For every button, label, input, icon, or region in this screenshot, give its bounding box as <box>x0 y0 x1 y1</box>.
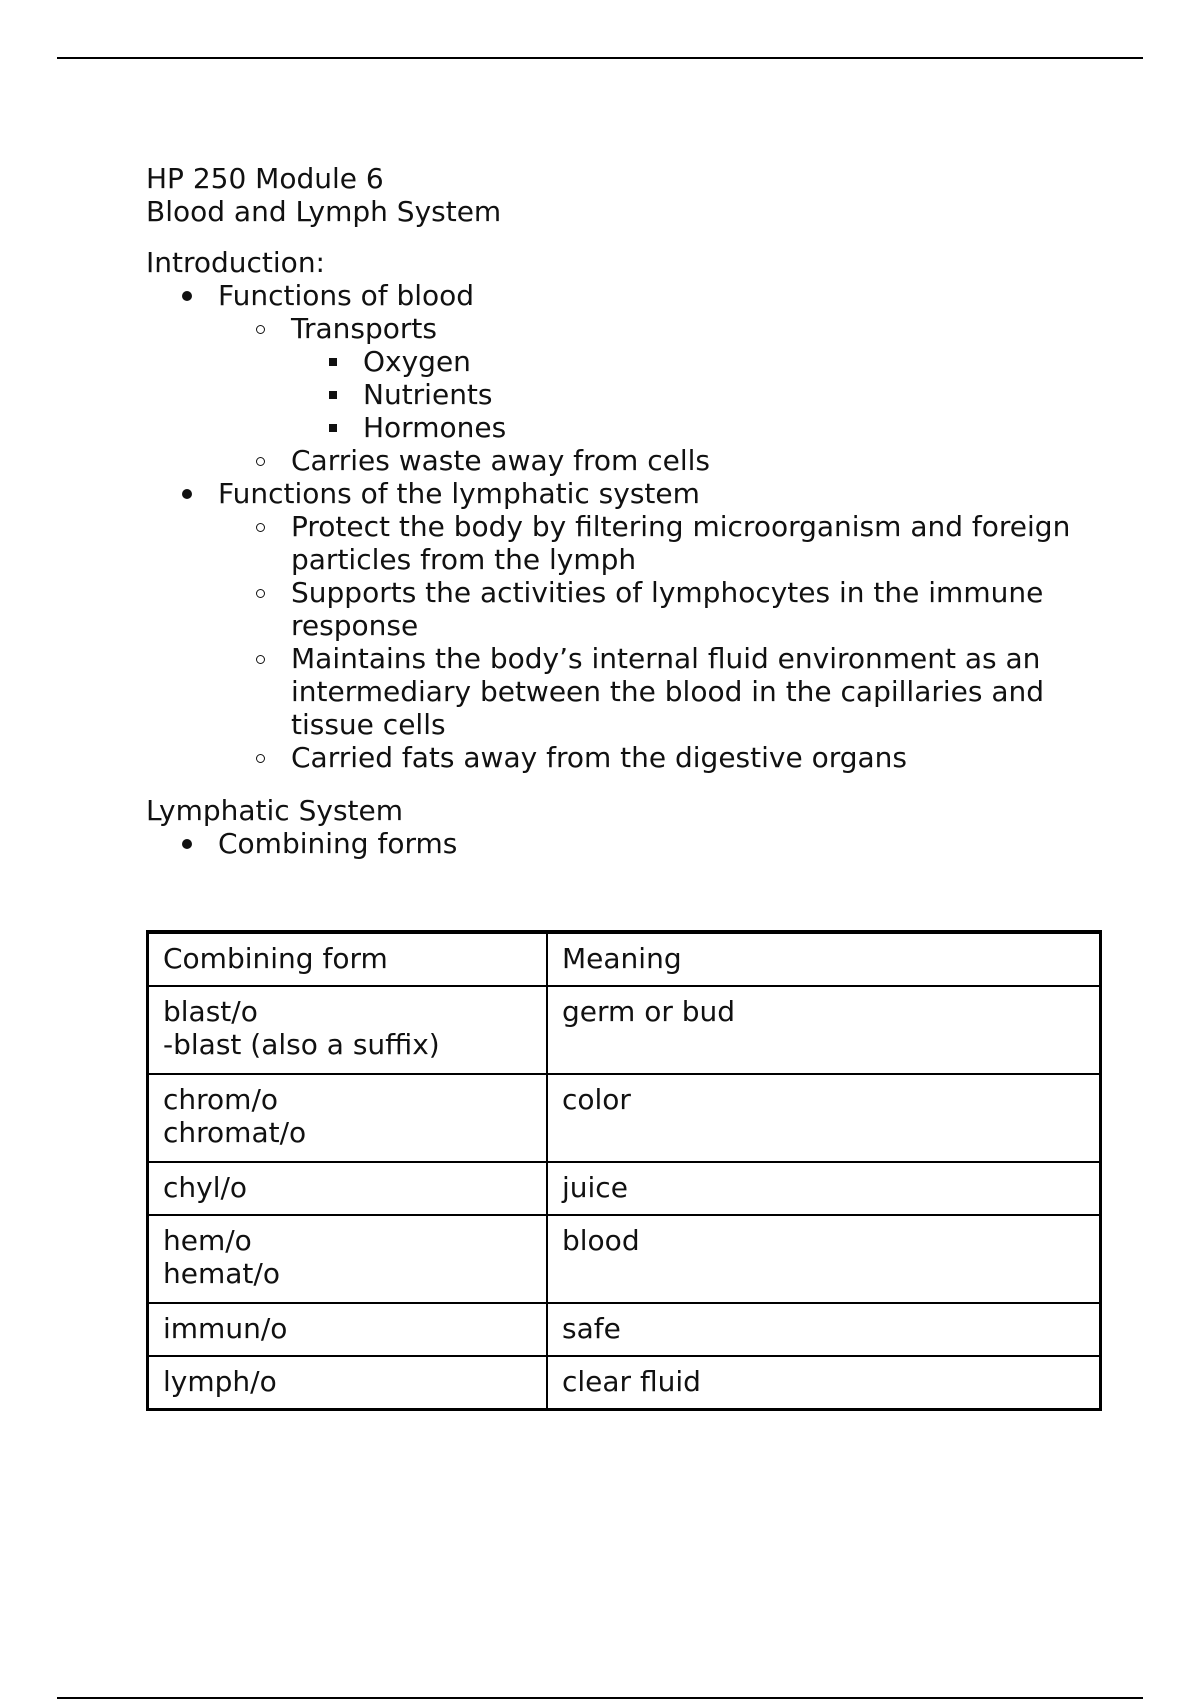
bullet-disc-icon <box>182 839 192 849</box>
combining-form: lymph/o <box>163 1365 277 1398</box>
bottom-rule <box>57 1697 1143 1699</box>
combining-form: chyl/o <box>163 1171 248 1204</box>
table-row <box>148 1215 1101 1303</box>
course-title: HP 250 Module 6 <box>146 162 384 195</box>
list-item <box>146 279 1126 312</box>
meaning-cell: color <box>547 1074 1101 1162</box>
bullet-circle-icon <box>256 589 265 598</box>
bullet-square-icon <box>329 391 337 399</box>
list-item-text: Carried fats away from the digestive organs <box>291 741 908 774</box>
bullet-circle-icon <box>256 655 265 664</box>
combining-form: chrom/o <box>163 1083 279 1116</box>
table-row <box>148 986 1101 1074</box>
meaning-cell: blood <box>547 1215 1101 1303</box>
list-item <box>146 345 1126 378</box>
spacer <box>146 228 1126 246</box>
list-item <box>146 378 1126 411</box>
table-header-cell: Combining form <box>148 932 548 986</box>
combining-form-cell <box>148 1356 548 1410</box>
list-item <box>146 312 1126 345</box>
table-row <box>148 1303 1101 1356</box>
list-item-text: Supports the activities of lymphocytes in the immune response <box>291 576 1044 642</box>
lymphatic-system-heading: Lymphatic System <box>146 794 404 827</box>
combining-form: blast/o <box>163 995 258 1028</box>
list-item-text: Maintains the body’s internal fluid environment as an intermediary between the blood in the capillaries and tissue cells <box>291 642 1045 741</box>
top-rule <box>57 57 1143 59</box>
lymphatic-system-list <box>146 827 1126 860</box>
bullet-square-icon <box>329 424 337 432</box>
document-body <box>146 162 1126 860</box>
list-item-text: Combining forms <box>218 827 458 860</box>
list-item-text: Protect the body by filtering microorganism and foreign particles from the lymph <box>291 510 1071 576</box>
table-header-cell: Meaning <box>547 932 1101 986</box>
meaning-cell: germ or bud <box>547 986 1101 1074</box>
bullet-disc-icon <box>182 489 192 499</box>
bullet-square-icon <box>329 358 337 366</box>
list-item <box>146 411 1126 444</box>
combining-forms-table <box>146 930 1102 1411</box>
bullet-circle-icon <box>256 457 265 466</box>
bullet-circle-icon <box>256 325 265 334</box>
list-item-text: Nutrients <box>363 378 493 411</box>
meaning-cell: safe <box>547 1303 1101 1356</box>
combining-form-cell <box>148 1074 548 1162</box>
list-item-text: Hormones <box>363 411 507 444</box>
list-item-text: Oxygen <box>363 345 471 378</box>
table-row <box>148 1162 1101 1215</box>
list-item <box>146 827 1126 860</box>
list-item <box>146 510 1126 576</box>
list-item <box>146 741 1126 774</box>
combining-form: immun/o <box>163 1312 288 1345</box>
list-item-text: Carries waste away from cells <box>291 444 711 477</box>
meaning-cell: juice <box>547 1162 1101 1215</box>
combining-form: hem/o <box>163 1224 252 1257</box>
bullet-circle-icon <box>256 754 265 763</box>
spacer <box>146 774 1126 794</box>
module-subtitle: Blood and Lymph System <box>146 195 502 228</box>
combining-form-cell <box>148 1215 548 1303</box>
list-item <box>146 642 1126 741</box>
list-item-text: Functions of the lymphatic system <box>218 477 700 510</box>
combining-form-cell <box>148 986 548 1074</box>
list-item <box>146 444 1126 477</box>
table-row <box>148 1356 1101 1410</box>
table-header-row <box>148 932 1101 986</box>
list-item-text: Transports <box>291 312 437 345</box>
introduction-heading: Introduction: <box>146 246 325 279</box>
combining-form-cell <box>148 1162 548 1215</box>
table-row <box>148 1074 1101 1162</box>
bullet-circle-icon <box>256 523 265 532</box>
bullet-disc-icon <box>182 291 192 301</box>
combining-form-cell <box>148 1303 548 1356</box>
combining-form: -blast (also a suffix) <box>163 1028 440 1061</box>
combining-form: chromat/o <box>163 1116 307 1149</box>
meaning-cell: clear fluid <box>547 1356 1101 1410</box>
list-item-text: Functions of blood <box>218 279 475 312</box>
list-item <box>146 477 1126 510</box>
introduction-list <box>146 279 1126 774</box>
combining-form: hemat/o <box>163 1257 280 1290</box>
list-item <box>146 576 1126 642</box>
